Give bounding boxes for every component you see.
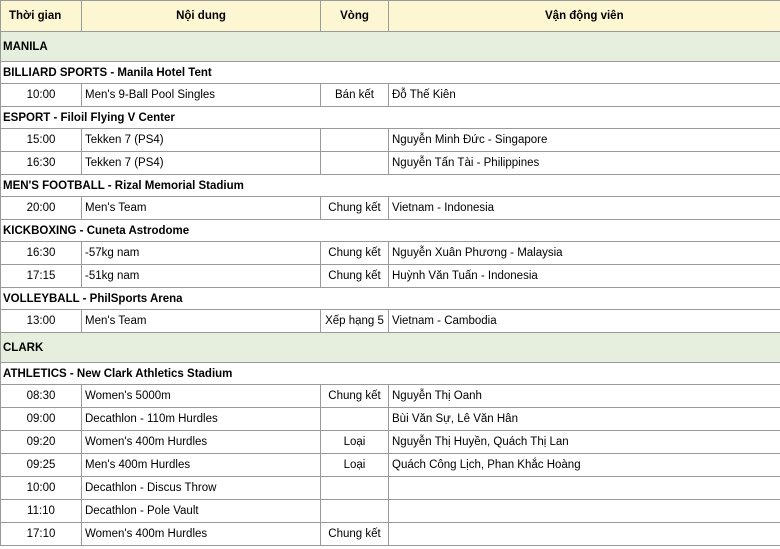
event-round bbox=[321, 152, 389, 175]
event-time: 15:00 bbox=[1, 129, 82, 152]
event-round bbox=[321, 129, 389, 152]
region-label: MANILA bbox=[1, 32, 780, 62]
event-time: 17:10 bbox=[1, 523, 82, 546]
event-row bbox=[1, 129, 780, 152]
event-round: Chung kết bbox=[321, 523, 389, 546]
venue-row bbox=[1, 220, 780, 242]
event-time: 17:15 bbox=[1, 265, 82, 288]
event-athletes: Nguyễn Thị Huyền, Quách Thị Lan bbox=[389, 431, 780, 454]
event-content: Decathlon - Discus Throw bbox=[82, 477, 321, 500]
event-row bbox=[1, 197, 780, 220]
event-round bbox=[321, 408, 389, 431]
venue-title: BILLIARD SPORTS - Manila Hotel Tent bbox=[1, 62, 780, 84]
venue-row bbox=[1, 62, 780, 84]
event-athletes: Vietnam - Cambodia bbox=[389, 310, 780, 333]
event-athletes: Huỳnh Văn Tuấn - Indonesia bbox=[389, 265, 780, 288]
event-row bbox=[1, 500, 780, 523]
header-athletes: Vận động viên bbox=[389, 1, 780, 32]
event-round: Chung kết bbox=[321, 385, 389, 408]
event-round bbox=[321, 477, 389, 500]
event-time: 11:10 bbox=[1, 500, 82, 523]
event-time: 09:25 bbox=[1, 454, 82, 477]
event-time: 20:00 bbox=[1, 197, 82, 220]
venue-title: MEN'S FOOTBALL - Rizal Memorial Stadium bbox=[1, 175, 780, 197]
event-row bbox=[1, 477, 780, 500]
event-row bbox=[1, 385, 780, 408]
event-athletes: Nguyễn Tấn Tài - Philippines bbox=[389, 152, 780, 175]
venue-row bbox=[1, 175, 780, 197]
event-athletes: Đỗ Thế Kiên bbox=[389, 84, 780, 107]
event-athletes: Nguyễn Xuân Phương - Malaysia bbox=[389, 242, 780, 265]
event-content: Women's 5000m bbox=[82, 385, 321, 408]
event-time: 16:30 bbox=[1, 242, 82, 265]
venue-title: ESPORT - Filoil Flying V Center bbox=[1, 107, 780, 129]
event-athletes: Nguyễn Minh Đức - Singapore bbox=[389, 129, 780, 152]
event-round: Chung kết bbox=[321, 197, 389, 220]
event-content: Men's Team bbox=[82, 310, 321, 333]
venue-row bbox=[1, 288, 780, 310]
event-round: Loại bbox=[321, 431, 389, 454]
event-round: Xếp hạng 5 bbox=[321, 310, 389, 333]
event-round: Loại bbox=[321, 454, 389, 477]
event-content: Men's 9-Ball Pool Singles bbox=[82, 84, 321, 107]
header-round: Vòng bbox=[321, 1, 389, 32]
region-label: CLARK bbox=[1, 333, 780, 363]
header-time: Thời gian bbox=[1, 1, 82, 32]
venue-title: VOLLEYBALL - PhilSports Arena bbox=[1, 288, 780, 310]
venue-row bbox=[1, 363, 780, 385]
event-athletes bbox=[389, 523, 780, 546]
event-round: Chung kết bbox=[321, 265, 389, 288]
venue-row bbox=[1, 107, 780, 129]
event-row bbox=[1, 84, 780, 107]
venue-title: KICKBOXING - Cuneta Astrodome bbox=[1, 220, 780, 242]
event-row bbox=[1, 152, 780, 175]
event-athletes: Bùi Văn Sự, Lê Văn Hân bbox=[389, 408, 780, 431]
venue-title: ATHLETICS - New Clark Athletics Stadium bbox=[1, 363, 780, 385]
table-header-row bbox=[1, 1, 780, 32]
event-athletes bbox=[389, 500, 780, 523]
event-content: Tekken 7 (PS4) bbox=[82, 129, 321, 152]
event-row bbox=[1, 242, 780, 265]
event-time: 09:00 bbox=[1, 408, 82, 431]
event-time: 16:30 bbox=[1, 152, 82, 175]
event-content: -57kg nam bbox=[82, 242, 321, 265]
region-row bbox=[1, 32, 780, 62]
event-row bbox=[1, 265, 780, 288]
event-content: -51kg nam bbox=[82, 265, 321, 288]
event-content: Men's 400m Hurdles bbox=[82, 454, 321, 477]
event-row bbox=[1, 523, 780, 546]
event-row bbox=[1, 408, 780, 431]
event-content: Women's 400m Hurdles bbox=[82, 523, 321, 546]
event-time: 08:30 bbox=[1, 385, 82, 408]
event-athletes: Quách Công Lịch, Phan Khắc Hoàng bbox=[389, 454, 780, 477]
event-round bbox=[321, 500, 389, 523]
event-row bbox=[1, 431, 780, 454]
event-content: Decathlon - 110m Hurdles bbox=[82, 408, 321, 431]
event-time: 09:20 bbox=[1, 431, 82, 454]
event-athletes: Nguyễn Thị Oanh bbox=[389, 385, 780, 408]
event-time: 10:00 bbox=[1, 477, 82, 500]
event-content: Men's Team bbox=[82, 197, 321, 220]
region-row bbox=[1, 333, 780, 363]
event-row bbox=[1, 310, 780, 333]
header-content: Nội dung bbox=[82, 1, 321, 32]
event-round: Bán kết bbox=[321, 84, 389, 107]
event-content: Women's 400m Hurdles bbox=[82, 431, 321, 454]
event-content: Tekken 7 (PS4) bbox=[82, 152, 321, 175]
event-time: 10:00 bbox=[1, 84, 82, 107]
event-athletes: Vietnam - Indonesia bbox=[389, 197, 780, 220]
table-body bbox=[1, 32, 780, 546]
event-time: 13:00 bbox=[1, 310, 82, 333]
event-round: Chung kết bbox=[321, 242, 389, 265]
event-content: Decathlon - Pole Vault bbox=[82, 500, 321, 523]
event-athletes bbox=[389, 477, 780, 500]
event-row bbox=[1, 454, 780, 477]
